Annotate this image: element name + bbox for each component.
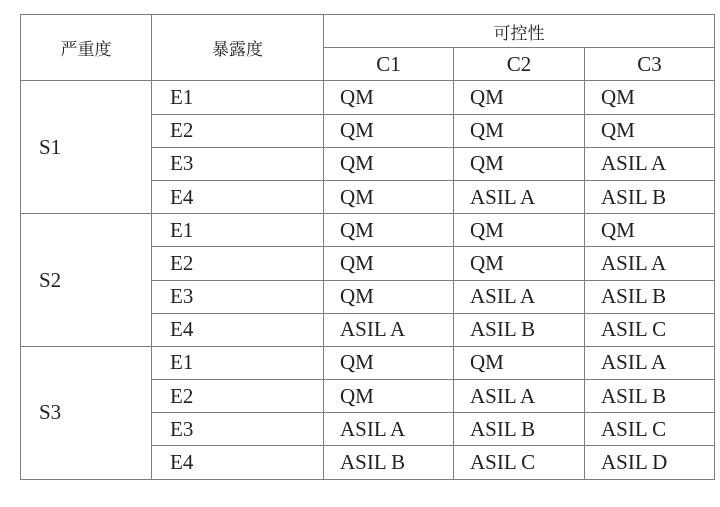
exposure-cell: E2 [152,247,324,280]
controllability-header: 可控性 [324,15,715,48]
exposure-cell: E2 [152,380,324,413]
asil-cell: ASIL B [585,180,715,213]
asil-cell: QM [454,214,585,247]
table-body [21,81,715,479]
asil-cell: ASIL B [585,280,715,313]
asil-determination-table [20,14,715,480]
exposure-cell: E3 [152,147,324,180]
exposure-cell: E3 [152,280,324,313]
asil-cell: QM [454,247,585,280]
severity-cell-s1: S1 [21,81,152,214]
asil-cell: QM [585,114,715,147]
asil-cell: QM [324,247,454,280]
asil-cell: ASIL B [585,380,715,413]
asil-cell: QM [454,114,585,147]
exposure-cell: E1 [152,346,324,379]
asil-cell: QM [585,214,715,247]
asil-cell: QM [324,280,454,313]
exposure-cell: E3 [152,413,324,446]
asil-cell: ASIL A [324,313,454,346]
severity-cell-s2: S2 [21,214,152,347]
asil-cell: ASIL C [585,413,715,446]
asil-cell: QM [585,81,715,114]
exposure-cell: E4 [152,313,324,346]
severity-cell-s3: S3 [21,346,152,479]
asil-cell: QM [324,380,454,413]
asil-cell: QM [454,81,585,114]
asil-cell: ASIL B [454,413,585,446]
c2-header: C2 [454,48,585,81]
c1-header: C1 [324,48,454,81]
asil-cell: QM [324,180,454,213]
asil-cell: QM [324,114,454,147]
exposure-header: 暴露度 [152,15,324,81]
asil-cell: ASIL A [585,147,715,180]
exposure-cell: E1 [152,214,324,247]
asil-cell: QM [324,214,454,247]
asil-cell: ASIL A [585,247,715,280]
exposure-cell: E1 [152,81,324,114]
asil-cell: ASIL C [585,313,715,346]
asil-cell: QM [454,346,585,379]
exposure-cell: E2 [152,114,324,147]
severity-header: 严重度 [21,15,152,81]
exposure-cell: E4 [152,446,324,479]
c3-header: C3 [585,48,715,81]
asil-cell: ASIL A [454,180,585,213]
asil-cell: ASIL A [454,280,585,313]
exposure-cell: E4 [152,180,324,213]
table-row [21,214,715,247]
asil-cell: QM [324,147,454,180]
asil-cell: ASIL A [585,346,715,379]
table-row [21,81,715,114]
header-row-top [21,15,715,48]
asil-cell: ASIL B [324,446,454,479]
asil-cell: ASIL C [454,446,585,479]
asil-cell: QM [324,346,454,379]
asil-cell: ASIL A [454,380,585,413]
asil-cell: ASIL A [324,413,454,446]
asil-cell: QM [454,147,585,180]
asil-cell: ASIL D [585,446,715,479]
asil-cell: QM [324,81,454,114]
table-row [21,346,715,379]
asil-cell: ASIL B [454,313,585,346]
